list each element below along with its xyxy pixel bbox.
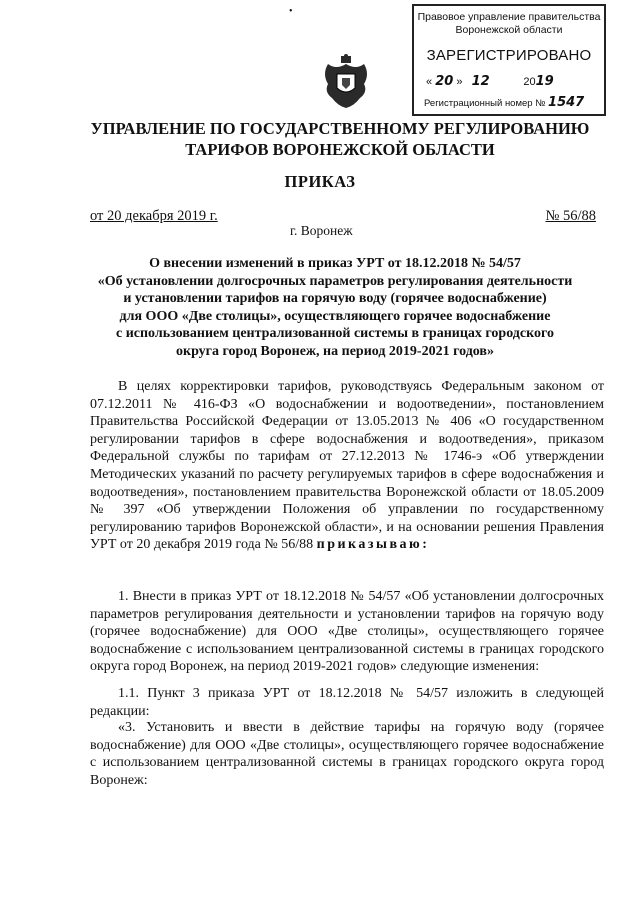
item-1-paragraph: 1. Внести в приказ УРТ от 18.12.2018 № 54/57 «Об установлении долгосрочных параметров регулирования деятельности и установлении тарифов на горячую воду (горячее водоснабжение) для ООО «Две столицы», осуществляющего горячее водоснабжение с использованием централизованной системы в границах городского округа город Воронеж, на период 2019-2021 годов» следующие изменения:: [90, 589, 604, 675]
stamp-status: ЗАРЕГИСТРИРОВАНО: [426, 47, 592, 64]
subject-line: округа город Воронеж, на период 2019-2021 годов»: [176, 343, 494, 359]
document-city: г. Воронеж: [290, 223, 353, 238]
stamp-reg-number-value: 1547: [548, 95, 585, 110]
scan-mark: •: [289, 6, 293, 17]
document-type: ПРИКАЗ: [284, 172, 356, 191]
subject-line: для ООО «Две столицы», осуществляющего горячее водоснабжение: [119, 308, 551, 324]
agency-name: [60, 118, 620, 160]
subject-line: О внесении изменений в приказ УРТ от 18.12.2018 № 54/57: [149, 256, 521, 271]
coat-of-arms-icon: [322, 54, 370, 110]
stamp-date-year: 19: [535, 74, 554, 89]
document-number: № 56/88: [545, 208, 596, 224]
stamp-date-month: 12: [471, 74, 490, 89]
stamp-date-day: 20: [435, 74, 454, 89]
subject-line: «Об установлении долгосрочных параметров регулирования деятельности: [97, 273, 573, 289]
subject-line: и установлении тарифов на горячую воду (горячее водоснабжение): [123, 291, 547, 306]
registration-stamp: [412, 4, 606, 116]
stamp-date: « 20 » 12 2019: [426, 74, 554, 89]
document-subject: [85, 255, 585, 360]
agency-name-line1: УПРАВЛЕНИЕ ПО ГОСУДАРСТВЕННОМУ РЕГУЛИРОВАНИЮ: [90, 119, 590, 138]
stamp-reg-number: Регистрационный номер № 1547: [424, 95, 585, 110]
item-3-paragraph: «3. Установить и ввести в действие тарифы на горячую воду (горячее водоснабжение) для ООО «Две столицы», осуществляющего горячее водоснабжение с использованием централизованной системы в границах городского округа город Воронеж:: [90, 720, 604, 788]
preamble-paragraph: [90, 378, 604, 554]
agency-name-line2: ТАРИФОВ ВОРОНЕЖСКОЙ ОБЛАСТИ: [185, 140, 495, 159]
subject-line: с использованием централизованной системы в границах городского: [116, 326, 554, 341]
stamp-organization: Правовое управление правительства Воронежской области: [417, 11, 601, 36]
preamble-text: В целях корректировки тарифов, руководствуясь Федеральным законом от 07.12.2011 № 416-ФЗ «О водоснабжении и водоотведении», постановлением Правительства Российской Федерации от 13.05.2013 № 406 «О государственном регулировании тарифов в сфере водоснабжения и водоотведения», приказом Федеральной службы по тарифам от 27.12.2013 № 1746-э «Об утверждении Методических указаний по расчету регулируемых тарифов в сфере водоснабжения и водоотведения», постановлением правительства Воронежской области от 18.05.2009 № 397 «Об утверждении Положения об управлении по государственному регулированию тарифов Воронежской области», и на основании решения Правления УРТ от 20 декабря 2019 года № 56/88: [90, 379, 604, 553]
document-date: от 20 декабря 2019 г.: [90, 208, 218, 224]
item-1-1-paragraph: 1.1. Пункт 3 приказа УРТ от 18.12.2018 № 54/57 изложить в следующей редакции:: [90, 686, 604, 719]
order-word: приказываю:: [316, 537, 430, 553]
